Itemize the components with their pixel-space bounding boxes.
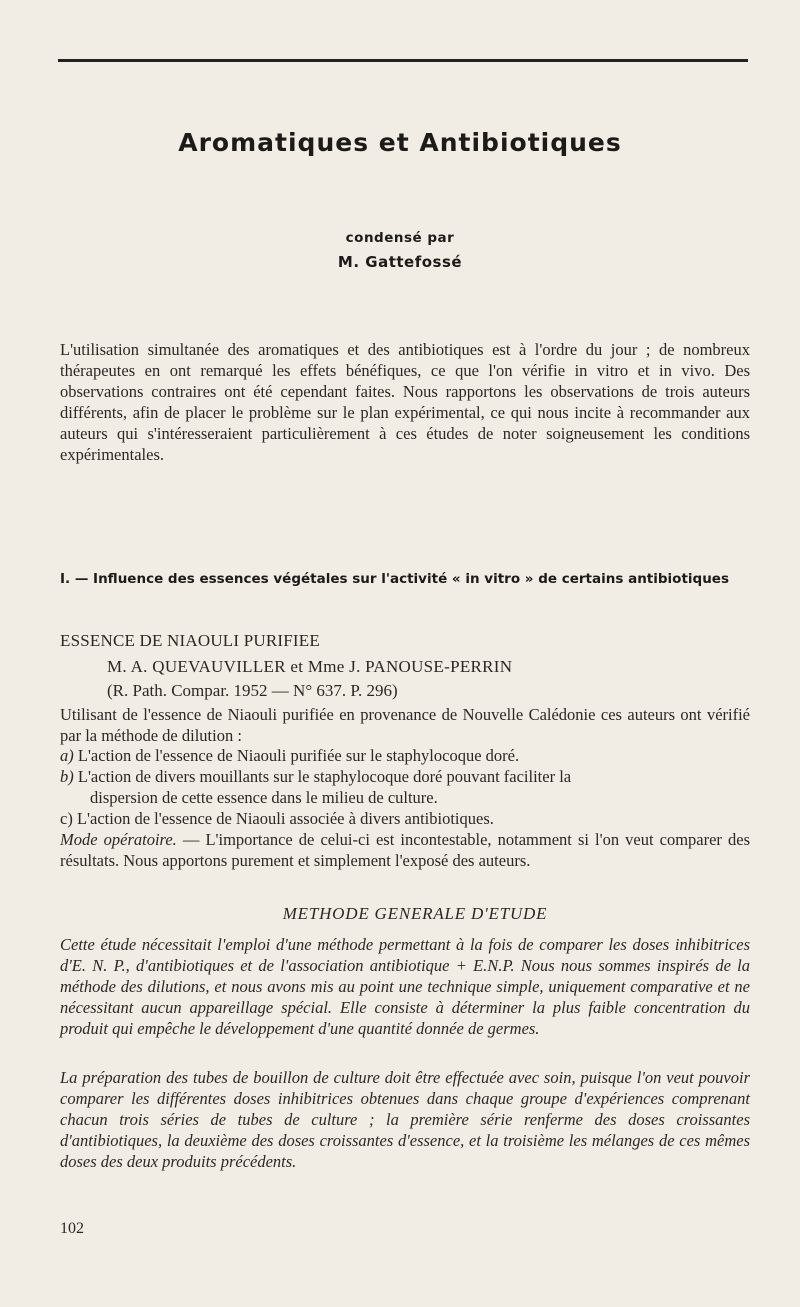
essence-heading: ESSENCE DE NIAOULI PURIFIEE [60,631,320,650]
list-item-label: a) [60,746,74,765]
list-item [60,808,760,829]
method-intro-paragraph: Utilisant de l'essence de Niaouli purifiée en provenance de Nouvelle Calédonie ces auteurs ont vérifié par la méthode de dilution : [60,705,750,745]
list-item-text: L'action de divers mouillants sur le staphylocoque doré pouvant faciliter la [77,767,572,786]
list-item-label: b) [60,767,74,786]
mode-text: — L'importance de celui-ci est incontestable, notamment si l'on veut comparer des résultats. Nous apportons purement et simplement l'exposé des auteurs. [60,830,750,870]
byline-condensed: condensé par [345,230,455,246]
list-item-text: L'action de l'essence de Niaouli associée à divers antibiotiques. [76,809,494,828]
list-item-continuation: dispersion de cette essence dans le milieu de culture. [90,788,438,807]
list-item [60,745,760,766]
mode-paragraph [60,829,750,871]
section-heading: I. — Influence des essences végétales sur l'activité « in vitro » de certains antibiotiques [60,571,730,587]
method-paragraph-2: La préparation des tubes de bouillon de culture doit être effectuée avec soin, puisque l'on veut pouvoir comparer les différentes doses inhibitrices obtenues dans chaque groupe d'expériences comprenant chacun trois séries de tubes de culture ; la première série renferme des doses croissantes d'antibiotiques, la deuxième des doses croissantes d'essence, et la troisième les mélanges de ces mêmes doses des deux produits précédents. [60,1068,750,1171]
mode-label: Mode opératoire. [60,830,177,849]
reference-line: (R. Path. Compar. 1952 — N° 637. P. 296) [107,681,398,700]
list-item-text: L'action de l'essence de Niaouli purifiée sur le staphylocoque doré. [77,746,520,765]
list-item [60,766,760,808]
method-title: METHODE GENERALE D'ETUDE [282,904,548,923]
list-item-label: c) [60,809,73,828]
authors-line: M. A. QUEVAUVILLER et Mme J. PANOUSE-PERRIN [107,657,513,676]
top-rule [58,59,748,62]
method-paragraph-1: Cette étude nécessitait l'emploi d'une méthode permettant à la fois de comparer les doses inhibitrices d'E. N. P., d'antibiotiques et de l'association antibiotique + E.N.P. Nous nous sommes inspirés de la méthode des dilutions, et nous avons mis au point une technique simple, uniquement comparative et ne nécessitant aucun appareillage spécial. Elle consiste à déterminer la plus faible concentration du produit qui empêche le développement d'une quantité donnée de germes. [60,935,750,1038]
page-title: Aromatiques et Antibiotiques [178,128,622,157]
byline-author: M. Gattefossé [337,253,463,271]
page-number: 102 [60,1220,84,1237]
intro-paragraph: L'utilisation simultanée des aromatiques et des antibiotiques est à l'ordre du jour ; de nombreux thérapeutes en ont remarqué les effets bénéfiques, ce que l'on vérifie in vitro et in vivo. Des observations contraires ont été cependant faites. Nous rapportons les observations de trois auteurs différents, afin de placer le problème sur le plan expérimental, ce qui nous incite à recommander aux auteurs qui s'intéresseraient particulièrement à ces études de noter soigneusement les conditions expérimentales. [60,340,750,464]
